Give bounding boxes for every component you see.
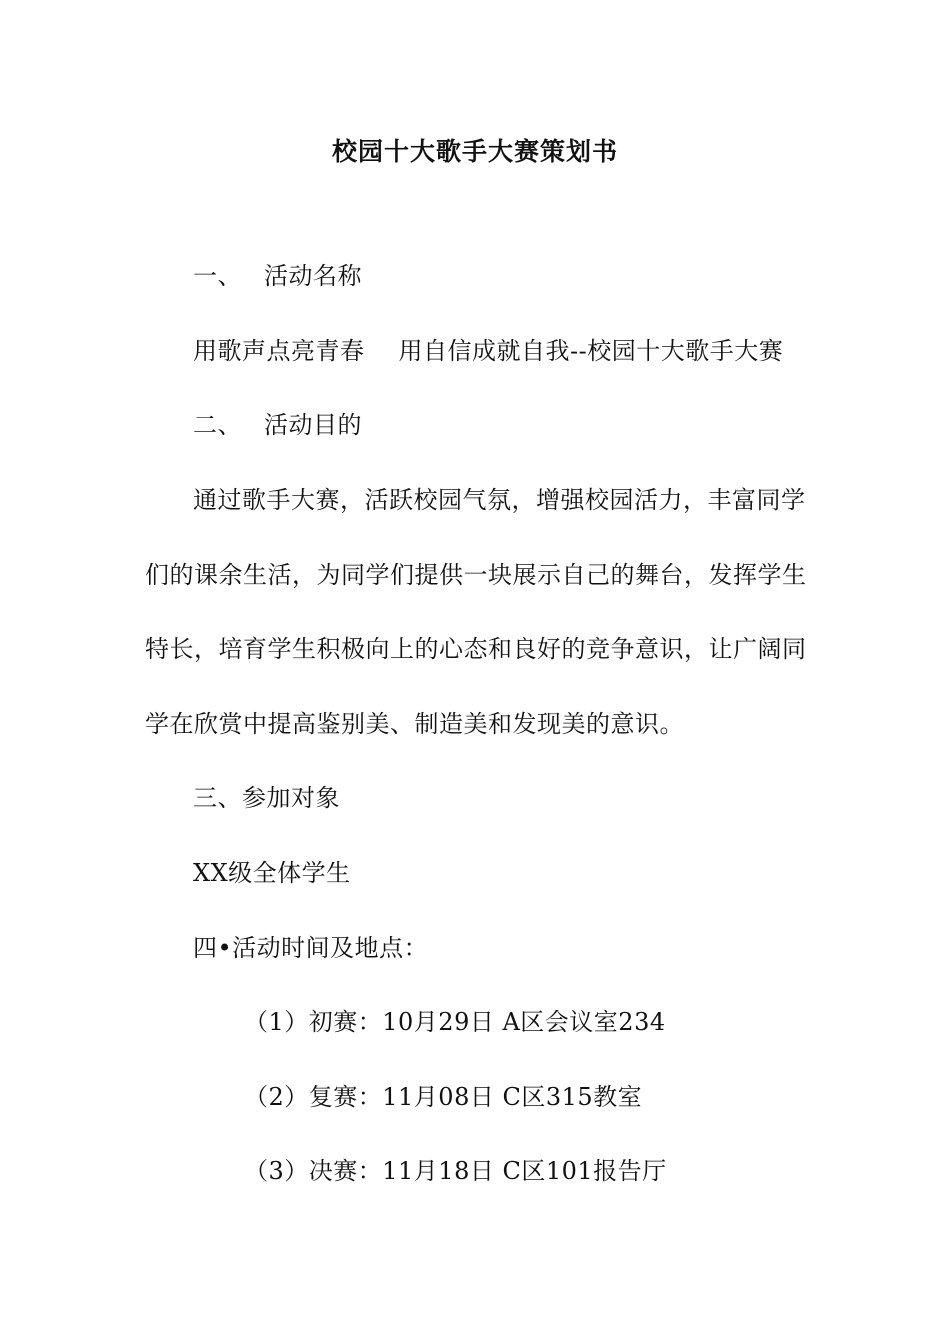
purpose-line: 学在欣赏中提高鉴别美、制造美和发现美的意识。 — [145, 710, 684, 738]
activity-name-part2: 用自信成就自我--校园十大歌手大赛 — [398, 337, 784, 365]
section-heading-time-place: 四•活动时间及地点： — [193, 934, 429, 962]
participants-text: XX级全体学生 — [193, 859, 351, 887]
document-title: 校园十大歌手大赛策划书 — [331, 137, 618, 166]
schedule-item-semifinal: （2）复赛：11月08日 C区315教室 — [244, 1083, 643, 1111]
schedule-item-preliminary: （1）初赛：10月29日 A区会议室234 — [244, 1008, 666, 1036]
purpose-line: 通过歌手大赛，活跃校园气氛，增强校园活力，丰富同学 — [193, 486, 806, 514]
schedule-item-final: （3）决赛：11月18日 C区101报告厅 — [244, 1157, 667, 1185]
section-heading-activity-purpose — [193, 410, 362, 440]
activity-name-part1: 用歌声点亮青春 — [193, 337, 365, 365]
section-number: 二、 — [193, 411, 242, 439]
section-heading-activity-name — [193, 261, 362, 291]
section-number: 一、 — [193, 262, 242, 290]
purpose-line: 们的课余生活，为同学们提供一块展示自己的舞台，发挥学生 — [145, 561, 807, 589]
section-heading-participants: 三、参加对象 — [193, 784, 340, 812]
section-title: 活动名称 — [264, 262, 362, 290]
section-title: 活动目的 — [264, 411, 362, 439]
activity-name-paragraph — [193, 336, 783, 366]
purpose-line: 特长，培育学生积极向上的心态和良好的竞争意识，让广阔同 — [145, 635, 807, 663]
